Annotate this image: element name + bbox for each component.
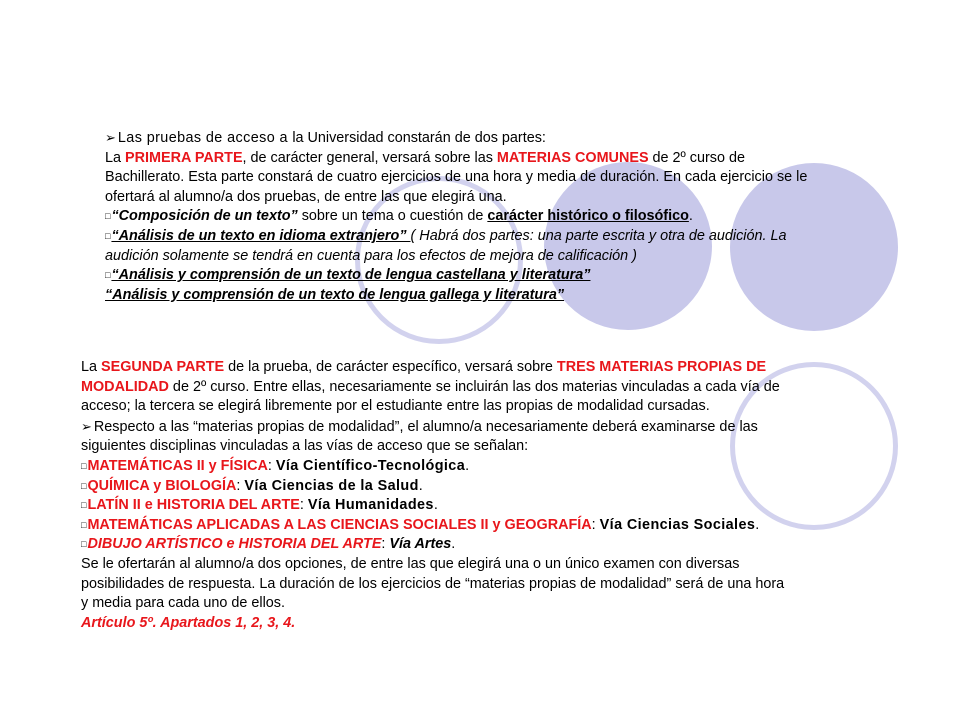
primera-parte-line3: ofertará al alumno/a dos pruebas, de entre las que elegirá una.: [105, 188, 507, 205]
via-item-5: □DIBUJO ARTÍSTICO e HISTORIA DEL ARTE: Vía Artes.: [81, 536, 456, 553]
exercise-item-2: □“Análisis de un texto en idioma extranjero” ( Habrá dos partes: una parte escrita y otra de audición. La: [105, 227, 787, 244]
arrow-bullet-icon: ➢: [81, 418, 92, 434]
square-bullet-icon: □: [81, 519, 87, 530]
square-bullet-icon: □: [81, 460, 87, 471]
exercise-item-2-cont: audición solamente se tendrá en cuenta para los efectos de mejora de calificación ): [105, 247, 637, 264]
exercise-item-4: “Análisis y comprensión de un texto de lengua gallega y literatura”: [105, 286, 565, 303]
square-bullet-icon: □: [81, 539, 87, 550]
square-bullet-icon: □: [81, 480, 87, 491]
square-bullet-icon: □: [81, 500, 87, 511]
segunda-parte-line2: MODALIDAD de 2º curso. Entre ellas, necesariamente se incluirán las dos materias vinculadas a cada vía de: [81, 378, 780, 395]
square-bullet-icon: □: [105, 230, 111, 241]
via-item-3: □LATÍN II e HISTORIA DEL ARTE: Vía Humanidades.: [81, 497, 438, 514]
articulo-reference: Artículo 5º. Apartados 1, 2, 3, 4.: [81, 614, 296, 631]
segunda-parte-line3: acceso; la tercera se elegirá libremente por el estudiante entre las propias de modalidad cursadas.: [81, 398, 710, 415]
square-bullet-icon: □: [105, 211, 111, 222]
square-bullet-icon: □: [105, 270, 111, 281]
intro-line: ➢ Las pruebas de acceso a la Universidad constarán de dos partes:: [105, 130, 546, 146]
via-item-4: □MATEMÁTICAS APLICADAS A LAS CIENCIAS SOCIALES II y GEOGRAFÍA: Vía Ciencias Sociales.: [81, 516, 760, 533]
modalidad-line1: ➢ Respecto a las “materias propias de modalidad”, el alumno/a necesariamente deberá examinarse de las: [81, 418, 758, 435]
opciones-line2: posibilidades de respuesta. La duración de los ejercicios de “materias propias de modalidad” será de una hora: [81, 575, 785, 592]
arrow-bullet-icon: ➢: [105, 130, 116, 145]
opciones-line1: Se le ofertarán al alumno/a dos opciones, de entre las que elegirá una o un único examen con diversas: [81, 555, 740, 572]
segunda-parte-block: [81, 358, 901, 633]
via-item-2: □QUÍMICA y BIOLOGÍA: Vía Ciencias de la Salud.: [81, 477, 423, 494]
modalidad-line2: siguientes disciplinas vinculadas a las vías de acceso que se señalan:: [81, 438, 529, 455]
primera-parte-block: [105, 128, 895, 305]
exercise-item-3: □“Análisis y comprensión de un texto de lengua castellana y literatura”: [105, 267, 591, 284]
exercise-item-1: □“Composición de un texto” sobre un tema o cuestión de carácter histórico o filosófico.: [105, 208, 693, 225]
primera-parte-line2: Bachillerato. Esta parte constará de cuatro ejercicios de una hora y media de duración. En cada ejercicio se le: [105, 169, 808, 186]
primera-parte-line1: La PRIMERA PARTE, de carácter general, versará sobre las MATERIAS COMUNES de 2º curso de: [105, 149, 746, 166]
opciones-line3: y media para cada uno de ellos.: [81, 595, 285, 612]
segunda-parte-line1: La SEGUNDA PARTE de la prueba, de carácter específico, versará sobre TRES MATERIAS PROPIAS DE: [81, 359, 767, 375]
via-item-1: □MATEMÁTICAS II y FÍSICA: Vía Científico-Tecnológica.: [81, 457, 470, 474]
